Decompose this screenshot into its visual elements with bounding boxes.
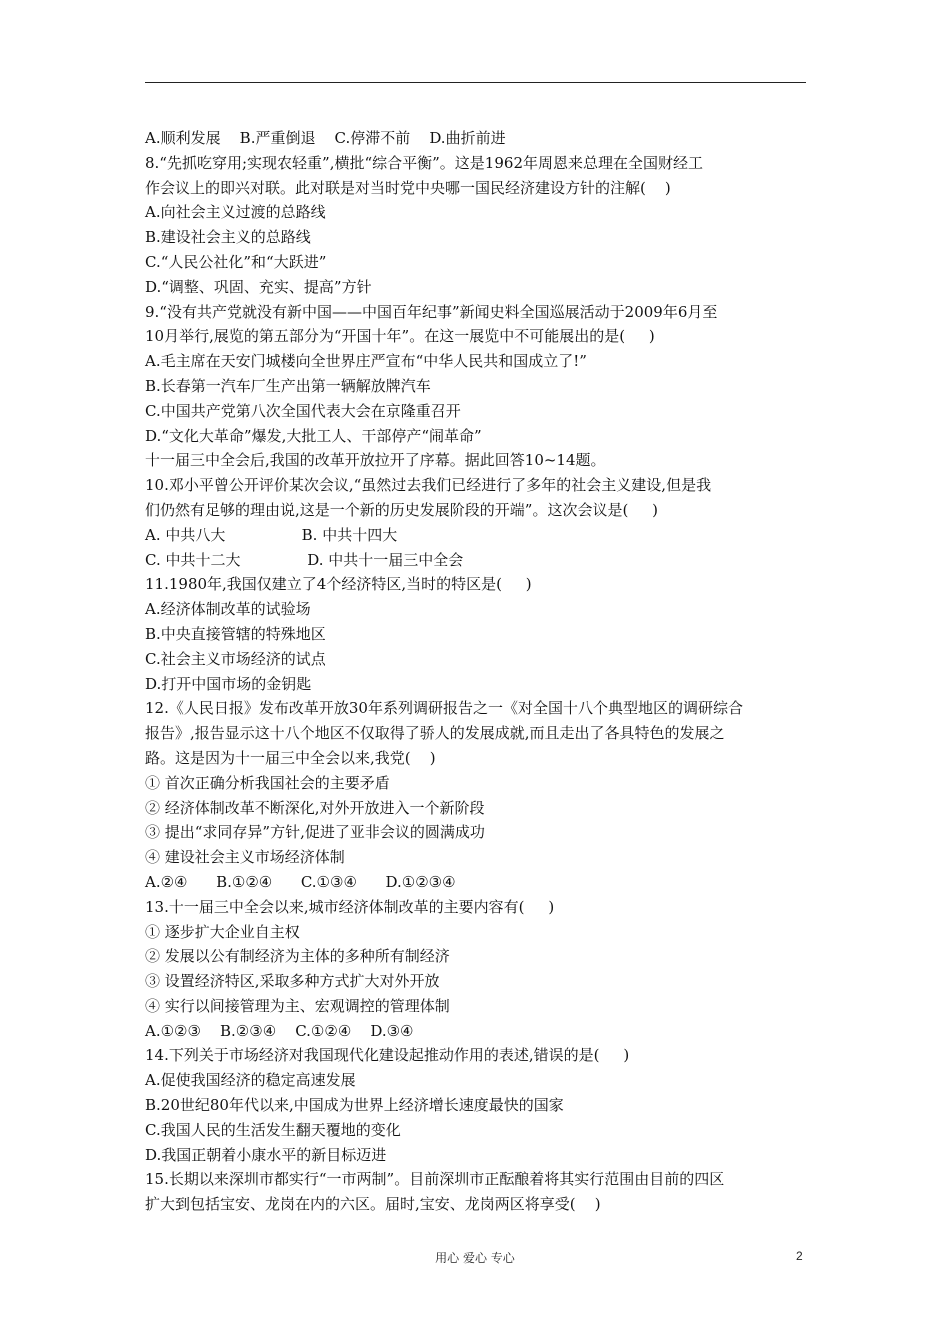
text-line: C.中国共产党第八次全国代表大会在京隆重召开 — [145, 401, 461, 420]
text-line: 报告》,报告显示这十八个地区不仅取得了骄人的发展成就,而且走出了各具特色的发展之 — [145, 724, 725, 743]
text-line: A.毛主席在天安门城楼向全世界庄严宣布“中华人民共和国成立了!” — [145, 352, 587, 371]
document-body — [145, 126, 810, 1217]
text-line: D.“文化大革命”爆发,大批工人、干部停产“闹革命” — [145, 426, 482, 445]
text-line: A.促使我国经济的稳定高速发展 — [145, 1071, 356, 1090]
text-line: 路。这是因为十一届三中全会以来,我党( ) — [145, 748, 436, 767]
header-rule — [145, 82, 806, 83]
text-line: A.向社会主义过渡的总路线 — [145, 203, 326, 222]
text-line: 扩大到包括宝安、龙岗在内的六区。届时,宝安、龙岗两区将享受( ) — [145, 1195, 601, 1214]
text-line: ④ 实行以间接管理为主、宏观调控的管理体制 — [145, 996, 450, 1015]
text-line: 作会议上的即兴对联。此对联是对当时党中央哪一国民经济建设方针的注解( ) — [145, 178, 671, 197]
text-line: A.顺利发展 B.严重倒退 C.停滞不前 D.曲折前进 — [145, 129, 506, 147]
text-line: B.20世纪80年代以来,中国成为世界上经济增长速度最快的国家 — [145, 1096, 564, 1115]
text-line: 14.下列关于市场经济对我国现代化建设起推动作用的表述,错误的是( ) — [145, 1046, 630, 1065]
text-line: D.我国正朝着小康水平的新目标迈进 — [145, 1145, 387, 1164]
text-line: C.我国人民的生活发生翻天覆地的变化 — [145, 1120, 401, 1139]
text-line: C.社会主义市场经济的试点 — [145, 649, 326, 668]
text-line: A.①②③ B.②③④ C.①②④ D.③④ — [145, 1021, 414, 1040]
text-line: B.建设社会主义的总路线 — [145, 228, 311, 247]
text-line: B.中央直接管辖的特殊地区 — [145, 624, 326, 643]
text-line: 11.1980年,我国仅建立了4个经济特区,当时的特区是( ) — [145, 575, 532, 594]
text-line: ③ 设置经济特区,采取多种方式扩大对外开放 — [145, 972, 440, 991]
text-line: 12.《人民日报》发布改革开放30年系列调研报告之一《对全国十八个典型地区的调研综合 — [145, 699, 743, 718]
page-number: 2 — [796, 1249, 803, 1263]
text-line: D.“调整、巩固、充实、提高”方针 — [145, 277, 372, 296]
text-line: 十一届三中全会后,我国的改革开放拉开了序幕。据此回答10~14题。 — [145, 451, 606, 470]
text-line: D.打开中国市场的金钥匙 — [145, 674, 312, 693]
text-line: 15.长期以来深圳市都实行“一市两制”。目前深圳市正酝酿着将其实行范围由目前的四区 — [145, 1170, 725, 1189]
text-line: A. 中共八大 B. 中共十四大 — [145, 525, 398, 544]
text-line: B.长春第一汽车厂生产出第一辆解放牌汽车 — [145, 376, 431, 395]
text-line: ① 首次正确分析我国社会的主要矛盾 — [145, 773, 390, 792]
text-line: 们仍然有足够的理由说,这是一个新的历史发展阶段的开端”。这次会议是( ) — [145, 500, 658, 519]
text-line: ① 逐步扩大企业自主权 — [145, 922, 300, 941]
text-line: ④ 建设社会主义市场经济体制 — [145, 848, 345, 867]
text-line: A.经济体制改革的试验场 — [145, 600, 311, 619]
text-line: ② 经济体制改革不断深化,对外开放进入一个新阶段 — [145, 798, 485, 817]
text-line: C. 中共十二大 D. 中共十一届三中全会 — [145, 550, 464, 569]
text-line: A.②④ B.①②④ C.①③④ D.①②③④ — [145, 872, 456, 891]
text-line: 8.“先抓吃穿用;实现农轻重”,横批“综合平衡”。这是1962年周恩来总理在全国财经工 — [145, 153, 703, 172]
text-line: 9.“没有共产党就没有新中国——中国百年纪事”新闻史料全国巡展活动于2009年6月至 — [145, 302, 718, 321]
text-line: 10月举行,展览的第五部分为“开国十年”。在这一展览中不可能展出的是( ) — [145, 327, 655, 346]
text-line: C.“人民公社化”和“大跃进” — [145, 252, 327, 271]
text-line: 10.邓小平曾公开评价某次会议,“虽然过去我们已经进行了多年的社会主义建设,但是我 — [145, 476, 712, 495]
text-line: ② 发展以公有制经济为主体的多种所有制经济 — [145, 947, 450, 966]
text-line: ③ 提出“求同存异”方针,促进了亚非会议的圆满成功 — [145, 823, 485, 842]
footer-text: 用心 爱心 专心 — [435, 1251, 515, 1265]
text-line: 13.十一届三中全会以来,城市经济体制改革的主要内容有( ) — [145, 897, 555, 916]
